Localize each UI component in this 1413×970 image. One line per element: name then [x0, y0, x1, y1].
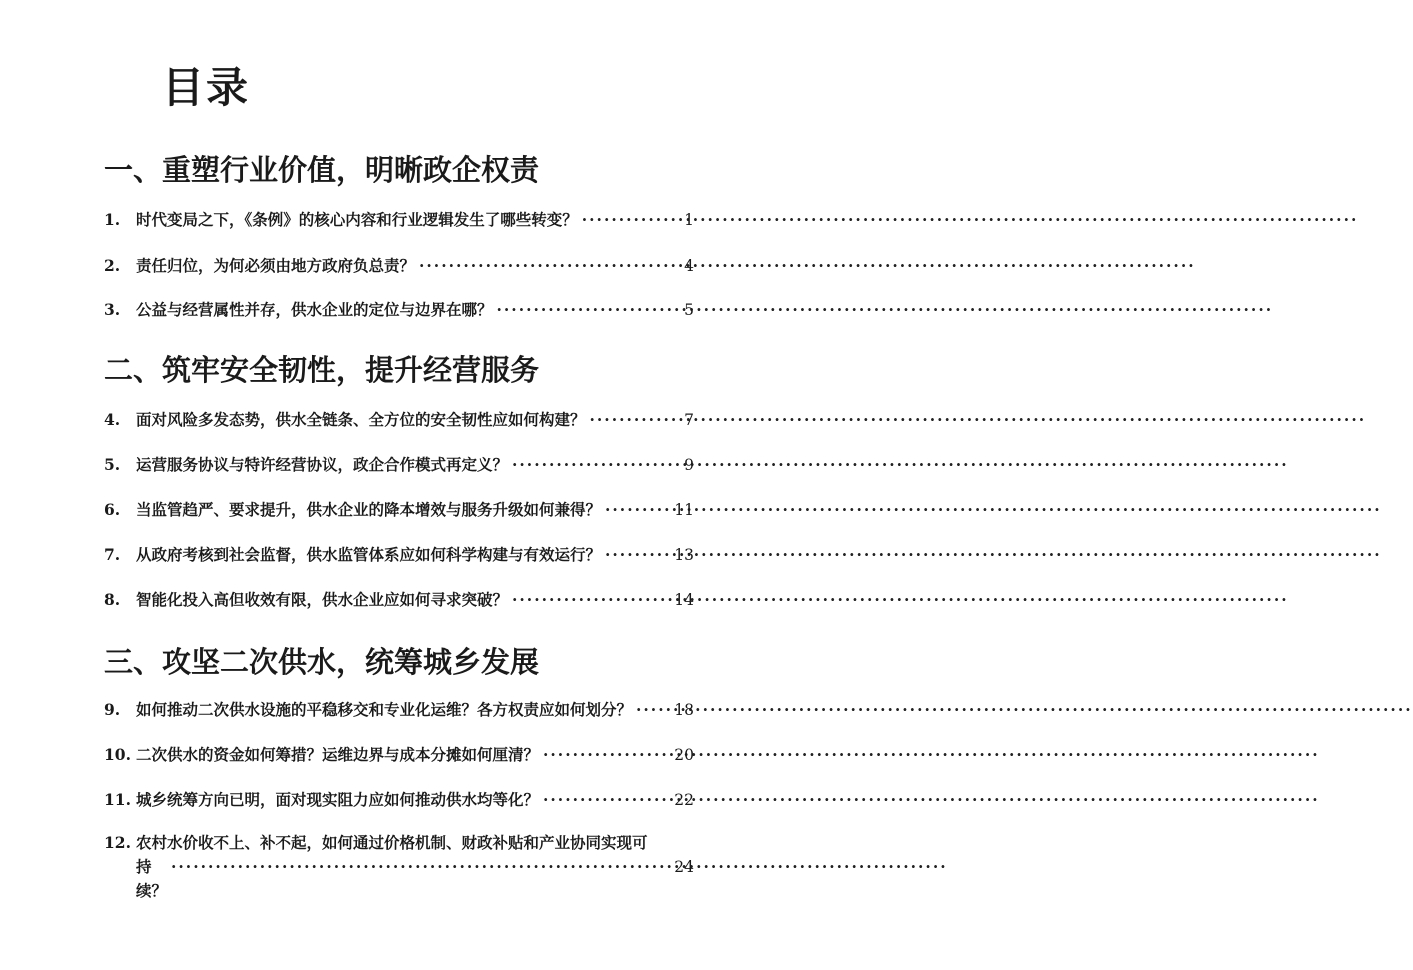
entry-number: 12.	[104, 833, 131, 852]
toc-entry-1[interactable]	[104, 208, 694, 232]
entry-number: 6.	[104, 500, 121, 519]
entry-number: 10.	[104, 745, 131, 764]
entry-page-number: 20	[674, 746, 694, 764]
entry-number: 2.	[104, 256, 121, 275]
toc-entry-10[interactable]	[104, 743, 694, 767]
entry-page-number: 1	[684, 211, 694, 229]
toc-entry-3[interactable]	[104, 298, 694, 322]
entry-title: 城乡统筹方向已明，面对现实阻力应如何推动供水均等化？	[136, 790, 540, 809]
toc-entry-6[interactable]	[104, 498, 694, 522]
leader-dots	[493, 298, 683, 322]
entry-title: 面对风险多发态势，供水全链条、全方位的安全韧性应如何构建？	[136, 410, 586, 429]
entry-title: 公益与经营属性并存，供水企业的定位与边界在哪？	[136, 300, 493, 319]
toc-entry-7[interactable]	[104, 543, 694, 567]
entry-page-number: 18	[674, 701, 694, 719]
toc-entry-12[interactable]	[104, 831, 694, 903]
entry-page-number: 4	[684, 257, 694, 275]
toc-entry-5[interactable]	[104, 453, 694, 477]
entry-number: 9.	[104, 700, 121, 719]
entry-title: 智能化投入高但收效有限，供水企业应如何寻求突破？	[136, 590, 509, 609]
entry-number: 8.	[104, 590, 121, 609]
leader-dots	[415, 254, 682, 278]
leader-dots	[601, 498, 672, 522]
entry-page-number: 9	[684, 456, 694, 474]
page-title: 目录	[162, 63, 251, 112]
toc-entry-4[interactable]	[104, 408, 694, 432]
entry-title: 如何推动二次供水设施的平稳移交和专业化运维？各方权责应如何划分？	[136, 700, 633, 719]
entry-title: 运营服务协议与特许经营协议，政企合作模式再定义？	[136, 455, 509, 474]
entry-title-line-1: 农村水价收不上、补不起，如何通过价格机制、财政补贴和产业协同实现可	[136, 833, 648, 852]
entry-title-line-2: 持续？	[136, 857, 168, 900]
entry-title: 当监管趋严、要求提升，供水企业的降本增效与服务升级如何兼得？	[136, 500, 602, 519]
toc-entry-2[interactable]	[104, 254, 694, 278]
entry-page-number: 7	[684, 411, 694, 429]
entry-title: 从政府考核到社会监督，供水监管体系应如何科学构建与有效运行？	[136, 545, 602, 564]
leader-dots	[539, 743, 672, 767]
entry-number: 5.	[104, 455, 121, 474]
entry-title: 二次供水的资金如何筹措？运维边界与成本分摊如何厘清？	[136, 745, 540, 764]
entry-number: 4.	[104, 410, 121, 429]
leader-dots	[508, 453, 682, 477]
section-heading-1: 一、重塑行业价值，明晰政企权责	[104, 153, 540, 187]
entry-number: 7.	[104, 545, 121, 564]
section-heading-3: 三、攻坚二次供水，统筹城乡发展	[104, 645, 540, 679]
entry-page-number: 22	[674, 791, 694, 809]
leader-dots	[586, 408, 683, 432]
leader-dots	[601, 543, 672, 567]
leader-dots	[539, 788, 672, 812]
toc-entry-9[interactable]	[104, 698, 694, 722]
entry-number: 11.	[104, 790, 131, 809]
leader-dots	[578, 208, 682, 232]
leader-dots	[508, 588, 672, 612]
toc-entry-8[interactable]	[104, 588, 694, 612]
entry-title: 责任归位，为何必须由地方政府负总责？	[136, 256, 416, 275]
entry-number: 3.	[104, 300, 121, 319]
leader-dots	[632, 698, 672, 722]
leader-dots	[167, 855, 672, 879]
section-heading-2: 二、筑牢安全韧性，提升经营服务	[104, 353, 540, 387]
entry-page-number: 11	[674, 501, 694, 519]
entry-page-number: 24	[674, 858, 694, 876]
toc-entry-11[interactable]	[104, 788, 694, 812]
entry-number: 1.	[104, 210, 121, 229]
entry-page-number: 14	[674, 591, 694, 609]
entry-title: 时代变局之下，《条例》的核心内容和行业逻辑发生了哪些转变？	[136, 210, 578, 229]
entry-page-number: 5	[684, 301, 694, 319]
entry-page-number: 13	[674, 546, 694, 564]
